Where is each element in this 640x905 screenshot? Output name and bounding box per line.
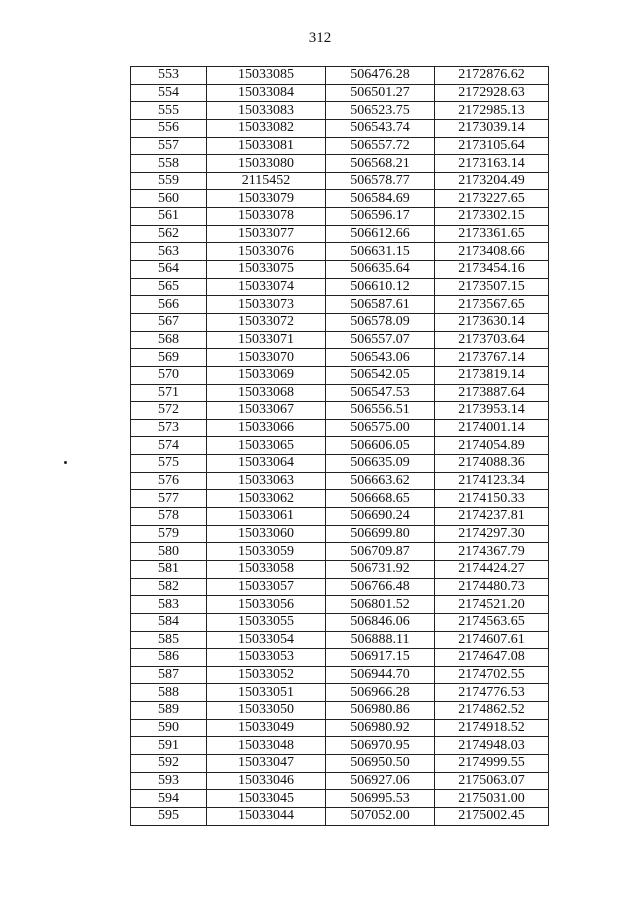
y-coordinate-cell: 2173567.65: [435, 296, 549, 314]
x-coordinate-cell: 506944.70: [326, 666, 435, 684]
y-coordinate-cell: 2174702.55: [435, 666, 549, 684]
x-coordinate-cell: 506970.95: [326, 737, 435, 755]
coordinates-table: [130, 66, 549, 826]
y-coordinate-cell: 2174237.81: [435, 508, 549, 526]
y-coordinate-cell: 2173507.15: [435, 278, 549, 296]
point-code-cell: 15033072: [207, 313, 326, 331]
table-row: [131, 172, 549, 190]
stray-mark: [64, 461, 67, 464]
point-number-cell: 554: [131, 84, 207, 102]
point-code-cell: 15033070: [207, 349, 326, 367]
point-code-cell: 15033046: [207, 772, 326, 790]
table-row: [131, 402, 549, 420]
x-coordinate-cell: 506663.62: [326, 472, 435, 490]
point-code-cell: 15033081: [207, 137, 326, 155]
table-row: [131, 772, 549, 790]
y-coordinate-cell: 2174918.52: [435, 719, 549, 737]
table-row: [131, 313, 549, 331]
x-coordinate-cell: 506699.80: [326, 525, 435, 543]
x-coordinate-cell: 506587.61: [326, 296, 435, 314]
table-row: [131, 754, 549, 772]
x-coordinate-cell: 506476.28: [326, 67, 435, 85]
x-coordinate-cell: 506575.00: [326, 419, 435, 437]
x-coordinate-cell: 506578.09: [326, 313, 435, 331]
point-number-cell: 589: [131, 702, 207, 720]
point-number-cell: 565: [131, 278, 207, 296]
x-coordinate-cell: 506980.92: [326, 719, 435, 737]
y-coordinate-cell: 2174776.53: [435, 684, 549, 702]
table-row: [131, 684, 549, 702]
table-row: [131, 278, 549, 296]
y-coordinate-cell: 2173227.65: [435, 190, 549, 208]
x-coordinate-cell: 506556.51: [326, 402, 435, 420]
point-number-cell: 564: [131, 261, 207, 279]
y-coordinate-cell: 2175063.07: [435, 772, 549, 790]
point-number-cell: 588: [131, 684, 207, 702]
y-coordinate-cell: 2174521.20: [435, 596, 549, 614]
y-coordinate-cell: 2174088.36: [435, 455, 549, 473]
y-coordinate-cell: 2175031.00: [435, 790, 549, 808]
point-code-cell: 15033056: [207, 596, 326, 614]
point-number-cell: 558: [131, 155, 207, 173]
point-number-cell: 566: [131, 296, 207, 314]
y-coordinate-cell: 2173454.16: [435, 261, 549, 279]
x-coordinate-cell: 506709.87: [326, 543, 435, 561]
table-row: [131, 384, 549, 402]
x-coordinate-cell: 506950.50: [326, 754, 435, 772]
point-code-cell: 15033075: [207, 261, 326, 279]
table-row: [131, 437, 549, 455]
y-coordinate-cell: 2174647.08: [435, 649, 549, 667]
point-number-cell: 553: [131, 67, 207, 85]
y-coordinate-cell: 2172985.13: [435, 102, 549, 120]
point-number-cell: 582: [131, 578, 207, 596]
point-number-cell: 575: [131, 455, 207, 473]
x-coordinate-cell: 506610.12: [326, 278, 435, 296]
x-coordinate-cell: 506980.86: [326, 702, 435, 720]
point-code-cell: 15033053: [207, 649, 326, 667]
point-code-cell: 15033078: [207, 208, 326, 226]
y-coordinate-cell: 2174948.03: [435, 737, 549, 755]
table-row: [131, 807, 549, 825]
point-code-cell: 15033074: [207, 278, 326, 296]
point-code-cell: 2115452: [207, 172, 326, 190]
y-coordinate-cell: 2173953.14: [435, 402, 549, 420]
point-number-cell: 593: [131, 772, 207, 790]
table-row: [131, 790, 549, 808]
y-coordinate-cell: 2174054.89: [435, 437, 549, 455]
point-number-cell: 591: [131, 737, 207, 755]
point-code-cell: 15033055: [207, 613, 326, 631]
point-number-cell: 569: [131, 349, 207, 367]
table-row: [131, 366, 549, 384]
point-number-cell: 574: [131, 437, 207, 455]
point-number-cell: 557: [131, 137, 207, 155]
x-coordinate-cell: 506668.65: [326, 490, 435, 508]
y-coordinate-cell: 2173630.14: [435, 313, 549, 331]
point-code-cell: 15033068: [207, 384, 326, 402]
x-coordinate-cell: 506606.05: [326, 437, 435, 455]
x-coordinate-cell: 506578.77: [326, 172, 435, 190]
table-row: [131, 137, 549, 155]
table-row: [131, 472, 549, 490]
point-number-cell: 580: [131, 543, 207, 561]
y-coordinate-cell: 2173887.64: [435, 384, 549, 402]
x-coordinate-cell: 506501.27: [326, 84, 435, 102]
point-code-cell: 15033084: [207, 84, 326, 102]
table-row: [131, 508, 549, 526]
point-code-cell: 15033044: [207, 807, 326, 825]
x-coordinate-cell: 506766.48: [326, 578, 435, 596]
table-row: [131, 666, 549, 684]
point-code-cell: 15033064: [207, 455, 326, 473]
table-row: [131, 225, 549, 243]
x-coordinate-cell: 506568.21: [326, 155, 435, 173]
point-code-cell: 15033067: [207, 402, 326, 420]
y-coordinate-cell: 2174607.61: [435, 631, 549, 649]
point-code-cell: 15033085: [207, 67, 326, 85]
y-coordinate-cell: 2172876.62: [435, 67, 549, 85]
point-code-cell: 15033061: [207, 508, 326, 526]
y-coordinate-cell: 2174150.33: [435, 490, 549, 508]
x-coordinate-cell: 506542.05: [326, 366, 435, 384]
point-code-cell: 15033051: [207, 684, 326, 702]
y-coordinate-cell: 2174367.79: [435, 543, 549, 561]
point-code-cell: 15033066: [207, 419, 326, 437]
point-number-cell: 595: [131, 807, 207, 825]
x-coordinate-cell: 506543.74: [326, 119, 435, 137]
point-code-cell: 15033069: [207, 366, 326, 384]
point-code-cell: 15033073: [207, 296, 326, 314]
point-number-cell: 579: [131, 525, 207, 543]
point-code-cell: 15033076: [207, 243, 326, 261]
x-coordinate-cell: 507052.00: [326, 807, 435, 825]
point-number-cell: 594: [131, 790, 207, 808]
x-coordinate-cell: 506690.24: [326, 508, 435, 526]
x-coordinate-cell: 506635.09: [326, 455, 435, 473]
point-number-cell: 592: [131, 754, 207, 772]
table-row: [131, 702, 549, 720]
point-number-cell: 567: [131, 313, 207, 331]
point-code-cell: 15033059: [207, 543, 326, 561]
point-code-cell: 15033079: [207, 190, 326, 208]
x-coordinate-cell: 506731.92: [326, 560, 435, 578]
table-row: [131, 349, 549, 367]
table-row: [131, 190, 549, 208]
x-coordinate-cell: 506846.06: [326, 613, 435, 631]
table-row: [131, 649, 549, 667]
point-number-cell: 576: [131, 472, 207, 490]
table-row: [131, 578, 549, 596]
table-row: [131, 261, 549, 279]
point-number-cell: 560: [131, 190, 207, 208]
point-code-cell: 15033065: [207, 437, 326, 455]
point-code-cell: 15033058: [207, 560, 326, 578]
table-row: [131, 119, 549, 137]
table-row: [131, 84, 549, 102]
table-row: [131, 102, 549, 120]
table-row: [131, 67, 549, 85]
point-number-cell: 585: [131, 631, 207, 649]
point-code-cell: 15033071: [207, 331, 326, 349]
point-number-cell: 571: [131, 384, 207, 402]
table-row: [131, 613, 549, 631]
table-row: [131, 596, 549, 614]
point-number-cell: 584: [131, 613, 207, 631]
point-number-cell: 556: [131, 119, 207, 137]
table-row: [131, 631, 549, 649]
table-row: [131, 719, 549, 737]
y-coordinate-cell: 2174001.14: [435, 419, 549, 437]
y-coordinate-cell: 2175002.45: [435, 807, 549, 825]
x-coordinate-cell: 506995.53: [326, 790, 435, 808]
y-coordinate-cell: 2174862.52: [435, 702, 549, 720]
x-coordinate-cell: 506596.17: [326, 208, 435, 226]
point-code-cell: 15033062: [207, 490, 326, 508]
y-coordinate-cell: 2173163.14: [435, 155, 549, 173]
point-number-cell: 577: [131, 490, 207, 508]
x-coordinate-cell: 506801.52: [326, 596, 435, 614]
point-code-cell: 15033077: [207, 225, 326, 243]
y-coordinate-cell: 2173361.65: [435, 225, 549, 243]
point-code-cell: 15033052: [207, 666, 326, 684]
point-number-cell: 570: [131, 366, 207, 384]
x-coordinate-cell: 506917.15: [326, 649, 435, 667]
table-row: [131, 243, 549, 261]
point-code-cell: 15033063: [207, 472, 326, 490]
point-number-cell: 583: [131, 596, 207, 614]
point-code-cell: 15033060: [207, 525, 326, 543]
y-coordinate-cell: 2173703.64: [435, 331, 549, 349]
y-coordinate-cell: 2174480.73: [435, 578, 549, 596]
x-coordinate-cell: 506557.72: [326, 137, 435, 155]
y-coordinate-cell: 2173819.14: [435, 366, 549, 384]
point-code-cell: 15033050: [207, 702, 326, 720]
y-coordinate-cell: 2173105.64: [435, 137, 549, 155]
point-number-cell: 581: [131, 560, 207, 578]
y-coordinate-cell: 2173408.66: [435, 243, 549, 261]
y-coordinate-cell: 2172928.63: [435, 84, 549, 102]
x-coordinate-cell: 506547.53: [326, 384, 435, 402]
table-row: [131, 490, 549, 508]
table-row: [131, 208, 549, 226]
point-code-cell: 15033048: [207, 737, 326, 755]
table-row: [131, 155, 549, 173]
point-number-cell: 578: [131, 508, 207, 526]
point-code-cell: 15033045: [207, 790, 326, 808]
point-number-cell: 587: [131, 666, 207, 684]
point-code-cell: 15033080: [207, 155, 326, 173]
point-number-cell: 572: [131, 402, 207, 420]
table-row: [131, 525, 549, 543]
table-body: [131, 67, 549, 826]
y-coordinate-cell: 2174123.34: [435, 472, 549, 490]
x-coordinate-cell: 506888.11: [326, 631, 435, 649]
y-coordinate-cell: 2173302.15: [435, 208, 549, 226]
x-coordinate-cell: 506631.15: [326, 243, 435, 261]
point-number-cell: 590: [131, 719, 207, 737]
y-coordinate-cell: 2173767.14: [435, 349, 549, 367]
y-coordinate-cell: 2174999.55: [435, 754, 549, 772]
point-number-cell: 573: [131, 419, 207, 437]
table-row: [131, 455, 549, 473]
point-code-cell: 15033049: [207, 719, 326, 737]
page-number: 312: [308, 30, 332, 46]
point-code-cell: 15033057: [207, 578, 326, 596]
point-number-cell: 586: [131, 649, 207, 667]
point-number-cell: 561: [131, 208, 207, 226]
x-coordinate-cell: 506543.06: [326, 349, 435, 367]
point-number-cell: 563: [131, 243, 207, 261]
point-number-cell: 568: [131, 331, 207, 349]
x-coordinate-cell: 506584.69: [326, 190, 435, 208]
x-coordinate-cell: 506612.66: [326, 225, 435, 243]
x-coordinate-cell: 506523.75: [326, 102, 435, 120]
x-coordinate-cell: 506635.64: [326, 261, 435, 279]
y-coordinate-cell: 2173204.49: [435, 172, 549, 190]
point-code-cell: 15033083: [207, 102, 326, 120]
x-coordinate-cell: 506927.06: [326, 772, 435, 790]
table-row: [131, 419, 549, 437]
x-coordinate-cell: 506557.07: [326, 331, 435, 349]
y-coordinate-cell: 2173039.14: [435, 119, 549, 137]
y-coordinate-cell: 2174563.65: [435, 613, 549, 631]
table-row: [131, 737, 549, 755]
point-code-cell: 15033047: [207, 754, 326, 772]
table-row: [131, 331, 549, 349]
x-coordinate-cell: 506966.28: [326, 684, 435, 702]
table-row: [131, 296, 549, 314]
point-number-cell: 559: [131, 172, 207, 190]
point-code-cell: 15033082: [207, 119, 326, 137]
y-coordinate-cell: 2174424.27: [435, 560, 549, 578]
point-number-cell: 555: [131, 102, 207, 120]
table-row: [131, 543, 549, 561]
point-code-cell: 15033054: [207, 631, 326, 649]
y-coordinate-cell: 2174297.30: [435, 525, 549, 543]
table-row: [131, 560, 549, 578]
point-number-cell: 562: [131, 225, 207, 243]
